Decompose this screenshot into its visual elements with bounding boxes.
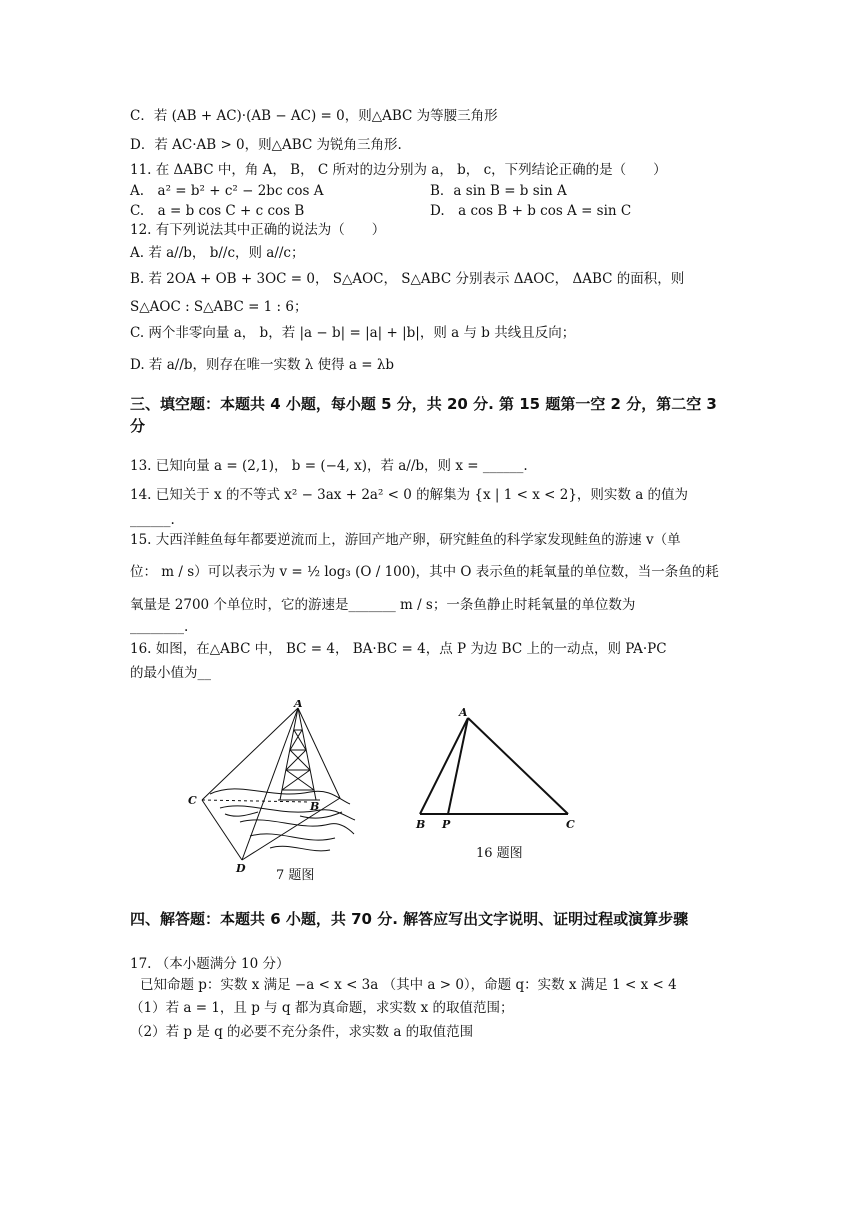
figure-16-caption: 16 题图 xyxy=(476,846,523,861)
question-12-option-a: A. 若 a//b， b//c，则 a//c； xyxy=(130,245,305,261)
question-12-option-c: C. 两个非零向量 a， b，若 |a − b| = |a| + |b|，则 a 与 b 共线且反向； xyxy=(130,325,576,341)
question-10-option-c: C．若 (AB + AC)·(AB − AC) = 0，则△ABC 为等腰三角形 xyxy=(130,108,498,124)
question-15: 15. 大西洋鲑鱼每年都要逆流而上，游回产地产卵，研究鲑鱼的科学家发现鲑鱼的游速 v（单 xyxy=(130,532,681,548)
question-15-cont2: 氧量是 2700 个单位时，它的游速是_______ m / s；一条鱼静止时耗氧量的单位数为 xyxy=(130,597,636,613)
figure-16-diagram xyxy=(408,702,588,832)
question-17-title: 17. （本小题满分 10 分） xyxy=(130,956,290,972)
fig7-label-a: A xyxy=(294,700,303,710)
question-17-part-1: （1）若 a = 1，且 p 与 q 都为真命题，求实数 x 的取值范围； xyxy=(130,1000,514,1016)
section-4-heading: 四、解答题：本题共 6 小题，共 70 分. 解答应写出文字说明、证明过程或演算步骤 xyxy=(130,910,689,928)
question-16-cont: 的最小值为__ xyxy=(130,665,211,681)
fig16-label-p: P xyxy=(442,818,451,831)
question-14: 14. 已知关于 x 的不等式 x² − 3ax + 2a² < 0 的解集为 {x | 1 < x < 2}，则实数 a 的值为 xyxy=(130,487,689,503)
question-12-option-d: D. 若 a//b，则存在唯一实数 λ 使得 a = λb xyxy=(130,357,395,373)
section-3-heading: 三、填空题：本题共 4 小题，每小题 5 分，共 20 分. 第 15 题第一空 2 分，第二空 3 分 xyxy=(130,395,717,435)
question-15-cont3: ________. xyxy=(130,619,189,635)
figure-7-caption: 7 题图 xyxy=(276,868,315,883)
question-11-stem: 11. 在 ΔABC 中，角 A， B， C 所对的边分别为 a， b， c，下列结论正确的是（ ） xyxy=(130,162,667,178)
fig7-label-c: C xyxy=(188,794,197,807)
fig16-label-b: B xyxy=(416,818,426,831)
fig7-label-b: B xyxy=(310,800,320,813)
question-12-option-b-cont: S△AOC : S△ABC = 1 : 6； xyxy=(130,299,308,315)
fig16-label-c: C xyxy=(566,818,575,831)
question-11-option-d: D. a cos B + b cos A = sin C xyxy=(430,203,632,219)
question-14-cont: ______. xyxy=(130,512,175,528)
figure-7-diagram xyxy=(180,700,380,880)
question-13: 13. 已知向量 a = (2,1)， b = (−4, x)，若 a//b，则 x = ______. xyxy=(130,458,528,474)
question-17-part-2: （2）若 p 是 q 的必要不充分条件，求实数 a 的取值范围 xyxy=(130,1024,474,1040)
fig16-label-a: A xyxy=(459,706,468,719)
question-17-stem: 已知命题 p：实数 x 满足 −a < x < 3a （其中 a > 0），命题 q：实数 x 满足 1 < x < 4 xyxy=(140,977,677,993)
fig7-label-d: D xyxy=(236,862,246,875)
question-16: 16. 如图，在△ABC 中， BC = 4， BA·BC = 4，点 P 为边 BC 上的一动点，则 PA·PC xyxy=(130,641,667,657)
question-12-option-b: B. 若 2OA + OB + 3OC = 0， S△AOC， S△ABC 分别表示 ΔAOC， ΔABC 的面积，则 xyxy=(130,271,685,287)
question-11-option-a: A. a² = b² + c² − 2bc cos A xyxy=(130,183,324,199)
question-10-option-d: D．若 AC·AB > 0，则△ABC 为锐角三角形. xyxy=(130,137,402,153)
question-11-option-b: B．a sin B = b sin A xyxy=(430,183,567,199)
question-12-stem: 12. 有下列说法其中正确的说法为（ ） xyxy=(130,222,386,238)
question-15-cont1: 位： m / s）可以表示为 v = ½ log₃ (O / 100)，其中 O 表示鱼的耗氧量的单位数，当一条鱼的耗 xyxy=(130,564,719,580)
question-11-option-c: C. a = b cos C + c cos B xyxy=(130,203,305,219)
